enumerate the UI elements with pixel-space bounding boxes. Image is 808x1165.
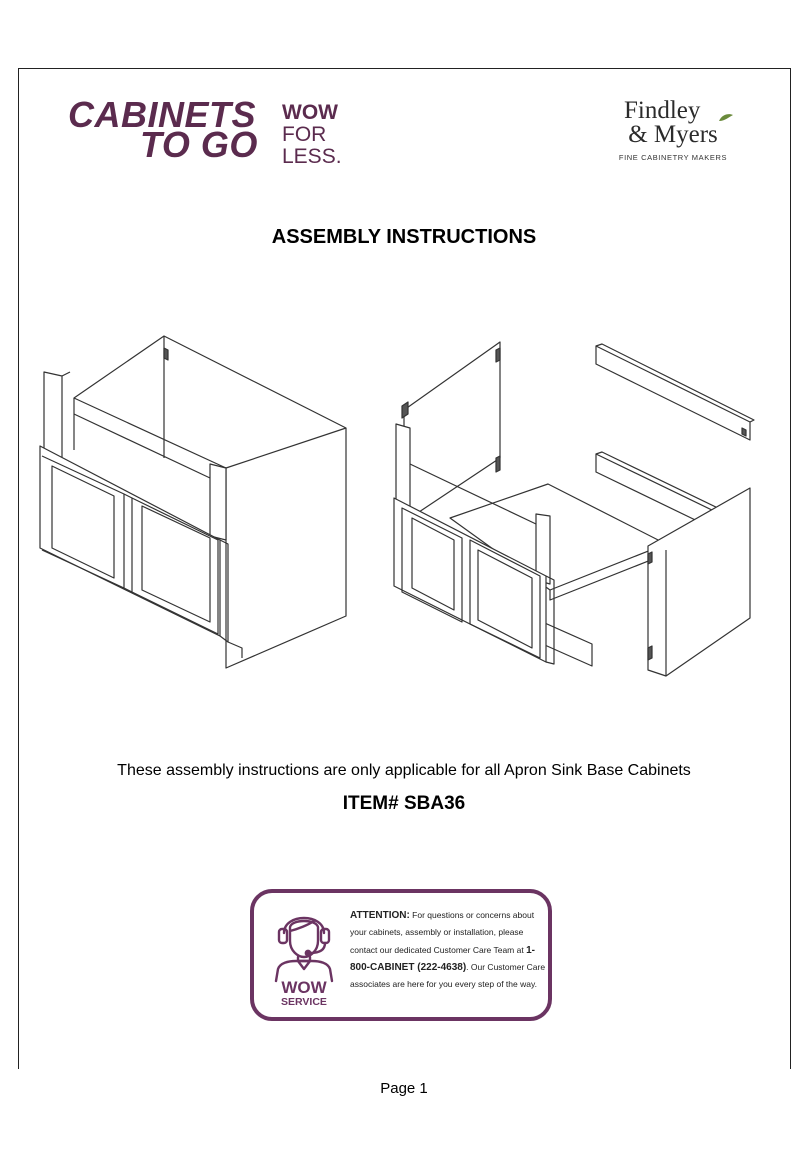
findley-myers-logo xyxy=(612,99,734,177)
page-number: Page 1 xyxy=(380,1080,428,1097)
attention-body-1: For questions or concerns about your cabinets, assembly or installation, please contact our dedicated Customer Care Team at xyxy=(350,910,535,955)
logo-line-1: CABINETS xyxy=(68,94,257,135)
slogan-for: FOR xyxy=(282,123,327,146)
attention-body-2: . Our Customer Care associates are here for you every step of the way. xyxy=(350,961,546,990)
customer-service-headset-icon xyxy=(268,899,340,985)
slogan-wow: WOW xyxy=(282,101,338,124)
applicability-note: These assembly instructions are only applicable for all Apron Sink Base Cabinets xyxy=(117,762,691,779)
logo-line-2: TO GO xyxy=(140,124,258,165)
logo-slogan xyxy=(282,102,342,168)
logo-findley: Findley xyxy=(624,97,701,124)
leaf-icon xyxy=(718,113,734,123)
item-number: ITEM# SBA36 xyxy=(342,793,466,814)
wow-text: WOW xyxy=(281,978,327,997)
logo-tagline: FINE CABINETRY MAKERS xyxy=(618,153,728,162)
cabinets-to-go-logo xyxy=(68,94,348,172)
attention-box xyxy=(250,889,552,1021)
attention-heading: ATTENTION: xyxy=(350,910,410,921)
customer-care-phone[interactable]: 1-800-CABINET (222-4638) xyxy=(350,944,535,973)
attention-text xyxy=(350,907,548,993)
logo-myers: & Myers xyxy=(628,121,718,148)
slogan-less: LESS. xyxy=(282,145,342,168)
service-text: SERVICE xyxy=(281,996,327,1008)
cabinet-illustration xyxy=(30,318,790,698)
exploded-cabinet xyxy=(394,342,754,676)
wow-service-label xyxy=(264,979,344,1008)
assembled-cabinet xyxy=(40,336,346,668)
page-title: ASSEMBLY INSTRUCTIONS xyxy=(271,226,537,248)
